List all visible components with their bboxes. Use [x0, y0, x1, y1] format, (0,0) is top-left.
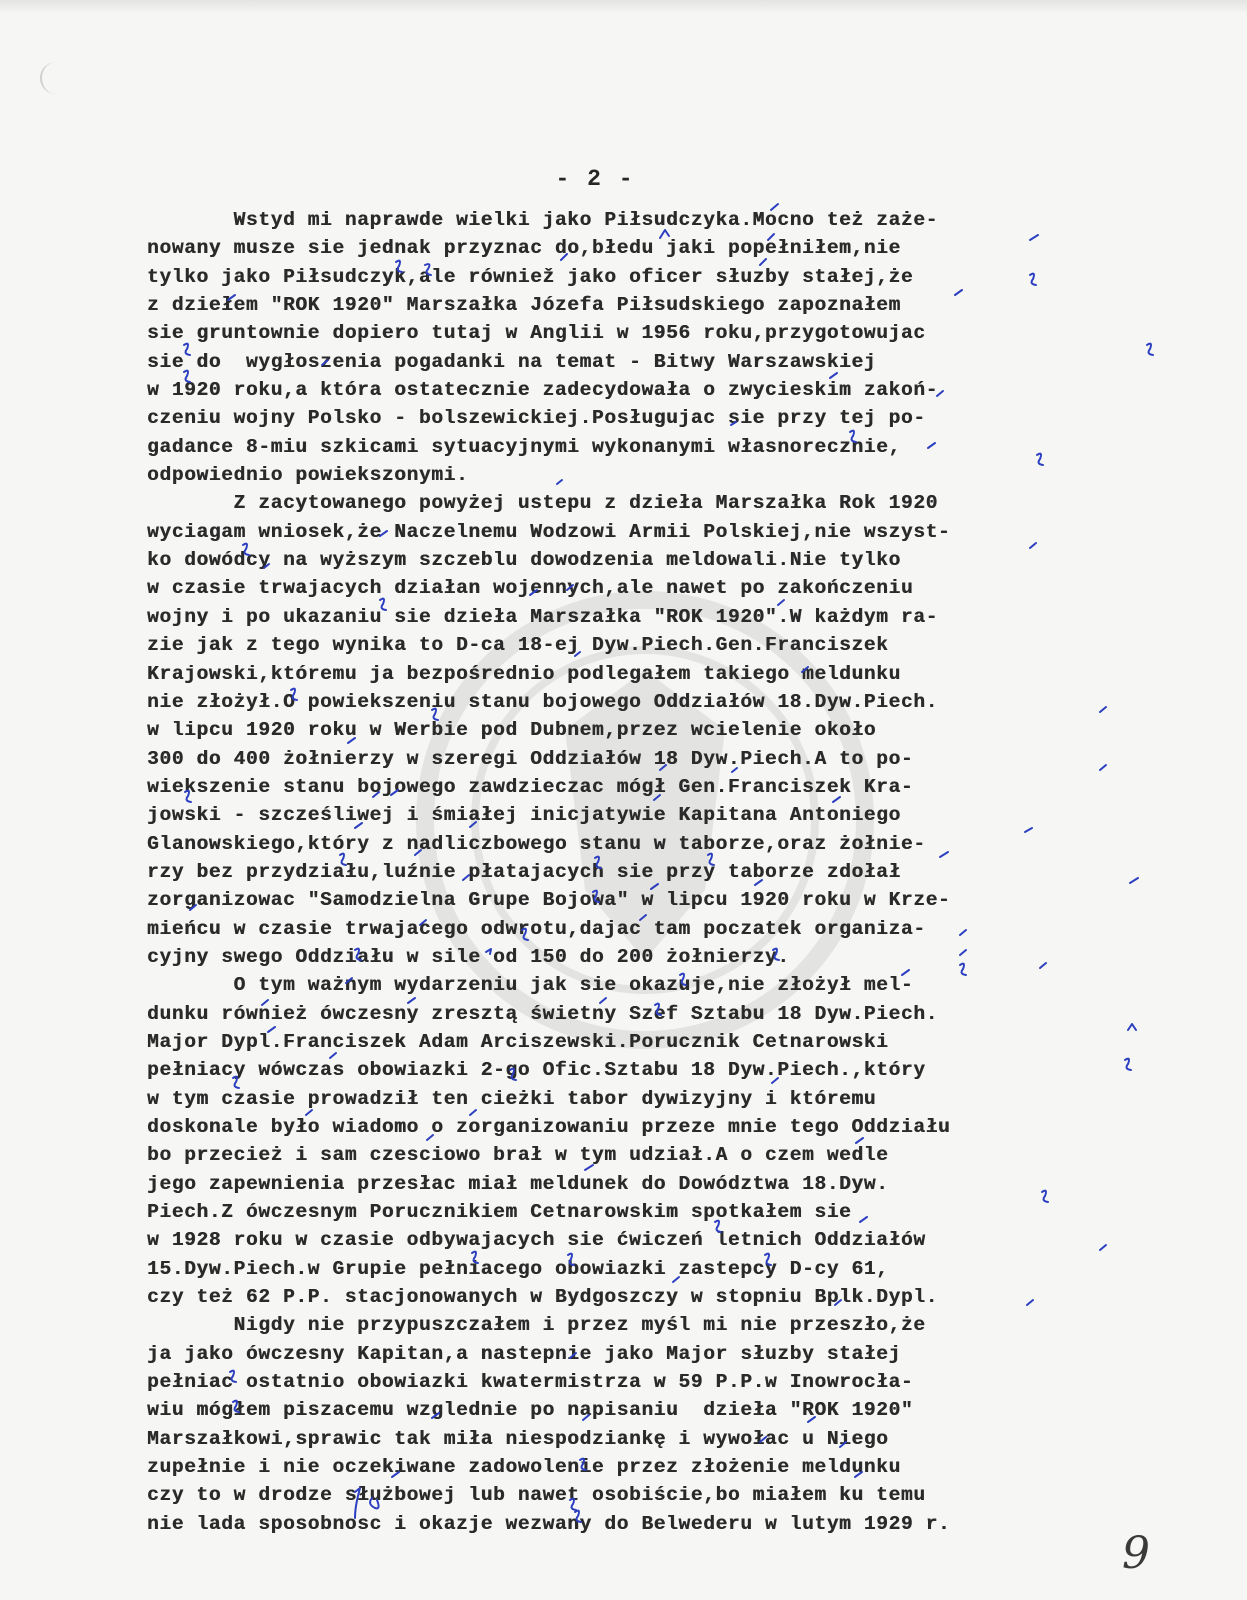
text-line: odpowiednio powiekszonymi. — [147, 464, 469, 487]
text-line: nie lada sposobnosc i okazje wezwany do Belwederu w lutym 1929 r. — [147, 1512, 951, 1535]
text-line: gadance 8-miu szkicami sytuacyjnymi wykonanymi własnorecznie, — [147, 435, 901, 458]
text-line: nowany musze sie jednak przyznac do,błedu jaki popełniłem,nie — [147, 237, 901, 260]
text-line: czeniu wojny Polsko - bolszewickiej.Posługujac sie przy tej po- — [147, 407, 926, 430]
text-line: ja jako ówczesny Kapitan,a nastepnie jako Major słuzby stałej — [147, 1342, 901, 1365]
text-line: Marszałkowi,sprawic tak miła niespodziankę i wywołac u Niego — [147, 1427, 889, 1450]
text-line: w 1928 roku w czasie odbywajacych sie ćwiczeń letnich Oddziałów — [147, 1229, 926, 1252]
text-line: tylko jako Piłsudczyk,ale równiež jako oficer słuzby stałej,że — [147, 265, 914, 288]
text-line: Major Dypl.Franciszek Adam Arciszewski.Porucznik Cetnarowski — [147, 1030, 889, 1053]
text-line: wiekszenie stanu bojowego zawdzieczac mógł Gen.Franciszek Kra- — [147, 775, 914, 798]
text-line: jego zapewnienia przesłac miał meldunek do Dowództwa 18.Dyw. — [147, 1172, 889, 1195]
text-line: w lipcu 1920 roku w Werbie pod Dubnem,przez wcielenie około — [147, 719, 877, 742]
text-line: mieńcu w czasie trwajacego odwrotu,dajac tam poczatek organiza- — [147, 917, 926, 940]
text-line: O tym ważnym wydarzeniu jak sie okazuje,nie złożył mel- — [147, 974, 914, 997]
page-number: - 2 - — [555, 166, 635, 192]
binding-mark — [40, 62, 72, 94]
text-line: Glanowskiego,który z nadliczbowego stanu w taborze,oraz żołnie- — [147, 832, 926, 855]
text-line: czy to w drodze służbowej lub nawet osobiście,bo miałem ku temu — [147, 1484, 926, 1507]
text-line: doskonale było wiadomo o zorganizowaniu przeze mnie tego Oddziału — [147, 1116, 951, 1138]
typed-body-text — [147, 206, 1207, 1538]
text-line: zupełnie i nie oczekiwane zadowolenie przez złożenie meldunku — [147, 1456, 901, 1479]
text-line: zorganizowac "Samodzielna Grupe Bojowa" w lipcu 1920 roku w Krze- — [147, 889, 951, 912]
text-line: sie gruntownie dopiero tutaj w Anglii w 1956 roku,przygotowujac — [147, 322, 926, 345]
text-line: nie złożył.O powiekszeniu stanu bojowego Oddziałów 18.Dyw.Piech. — [147, 690, 938, 713]
text-line: zie jak z tego wynika to D-ca 18-ej Dyw.Piech.Gen.Franciszek — [147, 634, 889, 657]
text-line: Nigdy nie przypuszczałem i przez myśl mi nie przeszło,że — [147, 1314, 926, 1337]
text-line: jowski - szcześliwej i śmiałej inicjatywie Kapitana Antoniego — [147, 804, 901, 827]
text-line: w tym czasie prowadził ten cieżki tabor dywizyjny i któremu — [147, 1087, 877, 1110]
text-line: w 1920 roku,a która ostatecznie zadecydowała o zwycieskim zakoń- — [147, 379, 938, 402]
text-line: rzy bez przydziału,luźnie płatajacych sie przy taborze zdołał — [147, 860, 901, 883]
text-line: bo przecież i sam czesciowo brał w tym udział.A o czem wedle — [147, 1144, 889, 1167]
text-line: w czasie trwajacych działan wojennych,ale nawet po zakończeniu — [147, 577, 914, 600]
text-line: wiu mógłem piszacemu wzglednie po napisaniu dzieła "ROK 1920" — [147, 1399, 914, 1422]
text-line: pełniac ostatnio obowiazki kwatermistrza w 59 P.P.w Inowrocła- — [147, 1371, 914, 1394]
text-line: Krajowski,któremu ja bezpośrednio podlegałem takiego meldunku — [147, 662, 901, 685]
text-line: wyciagam wniosek,że Naczelnemu Wodzowi Armii Polskiej,nie wszyst- — [147, 520, 951, 543]
text-line: dunku również ówczesny zresztą świetny Szef Sztabu 18 Dyw.Piech. — [147, 1002, 938, 1025]
text-line: cyjny swego Oddziału w sile od 150 do 200 żołnierzy. — [147, 945, 790, 968]
text-line: sie do wygłoszenia pogadanki na temat - Bitwy Warszawskiej — [147, 350, 877, 373]
text-line: z dziełem "ROK 1920" Marszałka Józefa Piłsudskiego zapoznałem — [147, 294, 901, 317]
text-line: Wstyd mi naprawde wielki jako Piłsudczyka.Mocno też zaże- — [147, 209, 938, 231]
text-line: Z zacytowanego powyżej ustepu z dzieła Marszałka Rok 1920 — [147, 492, 938, 515]
text-line: ko dowódcy na wyższym szczeblu dowodzenia meldowali.Nie tylko — [147, 549, 901, 572]
text-line: wojny i po ukazaniu sie dzieła Marszałka "ROK 1920".W każdym ra- — [147, 605, 938, 628]
svg-text:9: 9 — [1122, 1528, 1150, 1579]
text-line: czy też 62 P.P. stacjonowanych w Bydgoszczy w stopniu Bplk.Dypl. — [147, 1286, 938, 1309]
text-line: Piech.Z ówczesnym Porucznikiem Cetnarowskim spotkałem sie — [147, 1201, 852, 1224]
text-line: 300 do 400 żołnierzy w szeregi Oddziałów 18 Dyw.Piech.A to po- — [147, 747, 914, 770]
text-line: pełniacy wówczas obowiazki 2-go Ofic.Sztabu 18 Dyw.Piech.,który — [147, 1059, 926, 1082]
text-line: 15.Dyw.Piech.w Grupie pełniacego obowiazki zastepcy D-cy 61, — [147, 1257, 889, 1280]
